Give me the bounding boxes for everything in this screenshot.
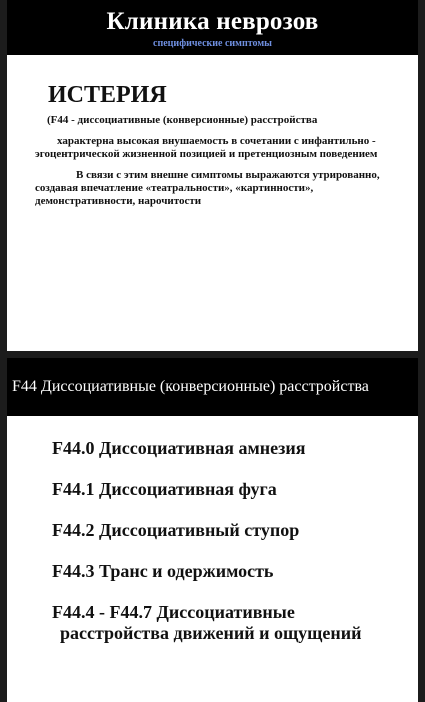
slide-header: F44 Диссоциативные (конверсионные) расстройства [7, 358, 418, 416]
list-item: F44.1 Диссоциативная фуга [52, 479, 277, 499]
paragraph-characteristics: характерна высокая внушаемость в сочетании с инфантильно - эгоцентрической жизненной позицией и претенциозным поведением [35, 135, 378, 160]
slide-f44-list [7, 358, 418, 702]
paragraph-symptoms: В связи с этим внешне симптомы выражаются утрированно, создавая впечатление «театральности», «картинности», демонстративности, нарочитости [35, 169, 380, 207]
list-item-line: расстройства движений и ощущений [60, 623, 362, 643]
slide-body [7, 82, 418, 208]
list-item [52, 602, 418, 644]
list-item: F44.3 Транс и одержимость [52, 561, 274, 581]
diagnosis-list [7, 416, 418, 644]
slide-header [7, 0, 418, 55]
paragraph-classification: (F44 - диссоциативные (конверсионные) расстройства [47, 114, 318, 126]
slide-hysteria [7, 0, 418, 351]
list-item: F44.0 Диссоциативная амнезия [52, 438, 306, 458]
slide-subtitle: специфические симптомы [153, 38, 272, 49]
list-item: F44.2 Диссоциативный ступор [52, 520, 300, 540]
slide-title: Клиника неврозов [106, 8, 319, 35]
section-heading: ИСТЕРИЯ [48, 82, 167, 108]
list-item-line: F44.4 - F44.7 Диссоциативные [52, 602, 295, 622]
